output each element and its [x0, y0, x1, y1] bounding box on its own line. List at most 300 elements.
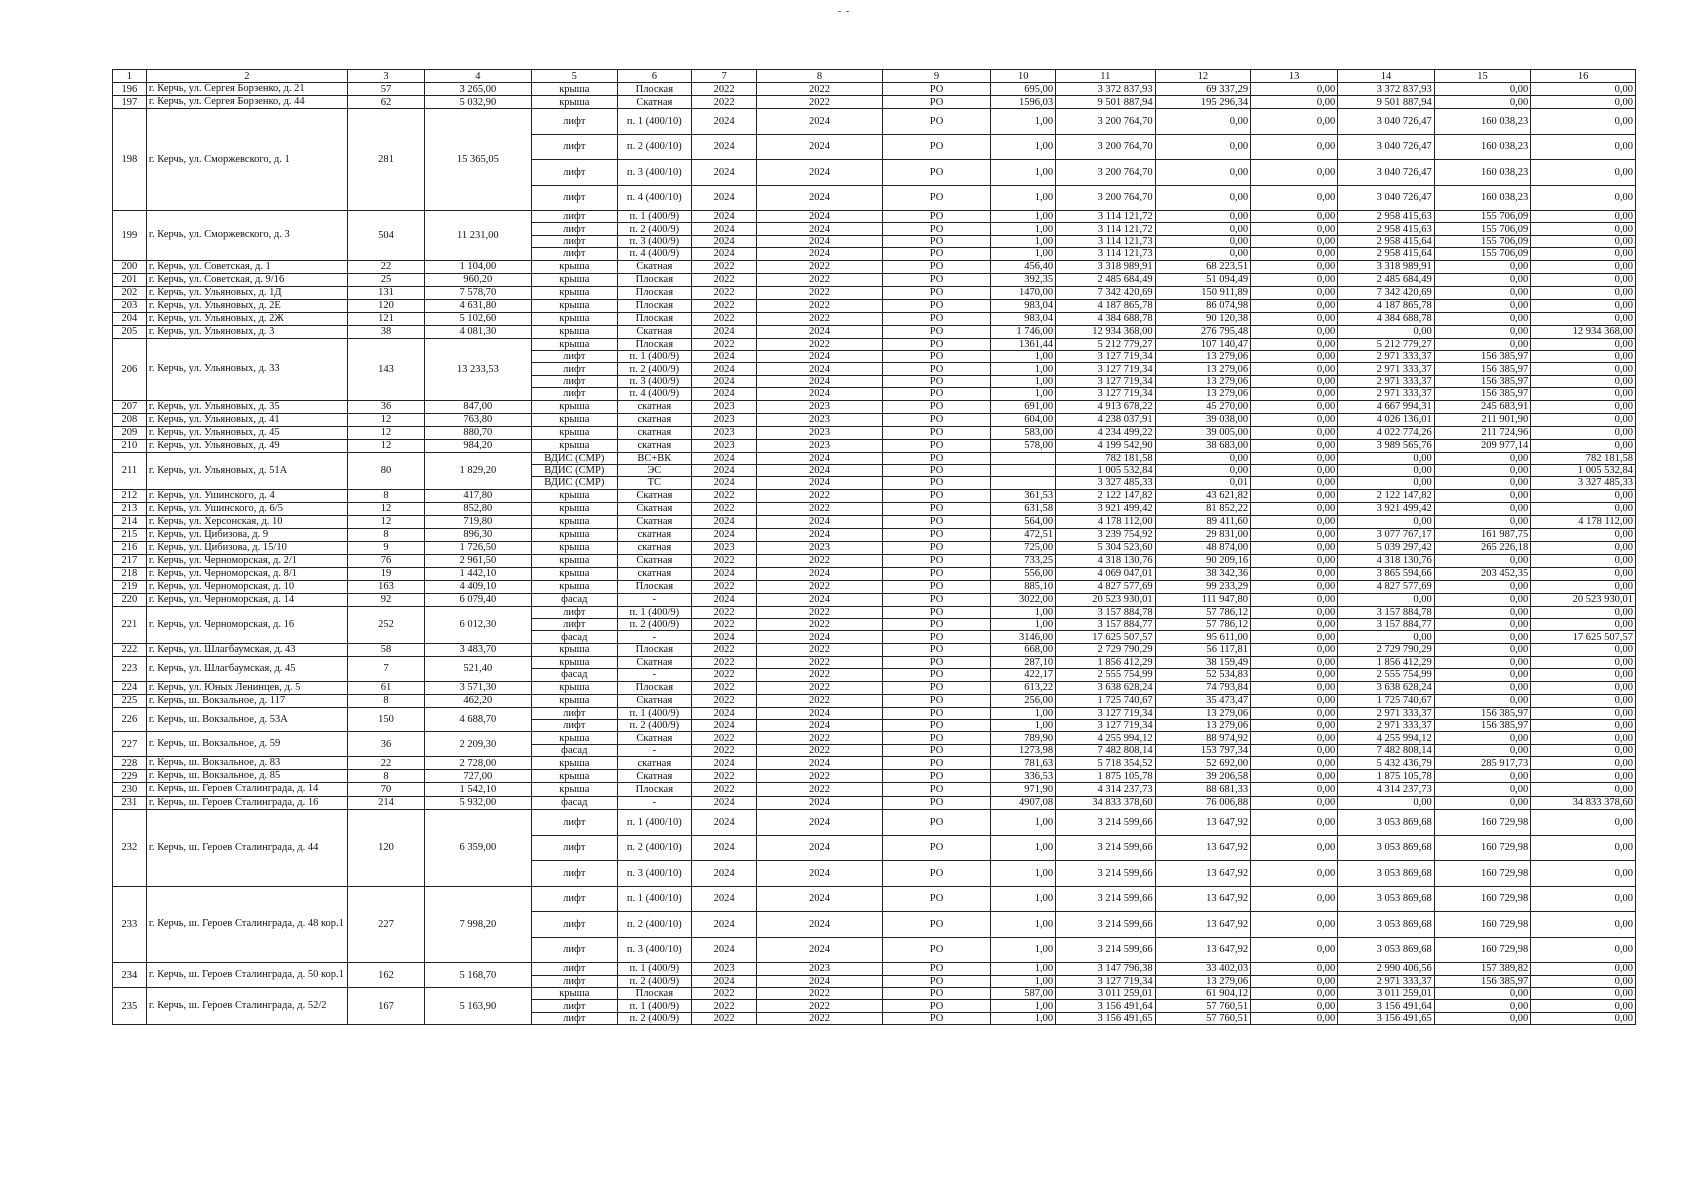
cell-fund-c: 160 038,23	[1434, 185, 1530, 211]
cell-year-end: 2022	[757, 681, 882, 694]
cell-apartments: 58	[348, 643, 425, 656]
cell-area: 847,00	[424, 400, 531, 413]
cell-apartments: 8	[348, 528, 425, 541]
table-row	[113, 325, 1636, 338]
cell-fund-a: 0,00	[1251, 235, 1338, 247]
cell-total-cost: 3 372 837,93	[1056, 83, 1156, 96]
cell-executor: РО	[882, 886, 991, 912]
cell-work-type: лифт	[531, 350, 617, 362]
cell-executor: РО	[882, 325, 991, 338]
cell-total-cost: 4 318 130,76	[1056, 554, 1156, 567]
cell-year-end: 2022	[757, 669, 882, 681]
cell-unit-cost: 99 233,29	[1155, 580, 1250, 593]
cell-apartments: 163	[348, 580, 425, 593]
cell-fund-d: 0,00	[1531, 489, 1636, 502]
cell-executor: РО	[882, 338, 991, 350]
cell-fund-d: 0,00	[1531, 975, 1636, 987]
cell-year-start: 2024	[691, 593, 757, 606]
cell-fund-c: 0,00	[1434, 452, 1530, 464]
cell-work-type: лифт	[531, 1000, 617, 1012]
cell-executor: РО	[882, 388, 991, 400]
cell-fund-b: 0,00	[1338, 796, 1434, 810]
cell-executor: РО	[882, 606, 991, 618]
cell-volume: 256,00	[991, 694, 1056, 707]
cell-area: 2 728,00	[424, 757, 531, 770]
cell-fund-b: 0,00	[1338, 325, 1434, 338]
table-row	[113, 707, 1636, 719]
cell-year-start: 2024	[691, 185, 757, 211]
col-header-5: 5	[531, 70, 617, 83]
cell-area: 2 209,30	[424, 732, 531, 757]
cell-unit-cost: 69 337,29	[1155, 83, 1250, 96]
cell-item-number: 218	[113, 567, 147, 580]
cell-year-end: 2024	[757, 160, 882, 186]
cell-fund-b: 4 022 774,26	[1338, 426, 1434, 439]
cell-work-detail: Плоская	[617, 312, 691, 325]
cell-work-type: лифт	[531, 109, 617, 135]
cell-fund-c: 161 987,75	[1434, 528, 1530, 541]
cell-work-type: крыша	[531, 400, 617, 413]
cell-year-start: 2024	[691, 223, 757, 235]
cell-work-detail: -	[617, 796, 691, 810]
table-row	[113, 338, 1636, 350]
cell-item-number: 214	[113, 515, 147, 528]
cell-address: г. Керчь, ш. Героев Сталинграда, д. 48 кор.1	[146, 886, 347, 963]
cell-area: 521,40	[424, 656, 531, 681]
cell-work-detail: п. 1 (400/9)	[617, 350, 691, 362]
table-row	[113, 796, 1636, 810]
cell-total-cost: 1 856 412,29	[1056, 656, 1156, 668]
cell-work-type: лифт	[531, 1012, 617, 1024]
cell-unit-cost: 90 209,16	[1155, 554, 1250, 567]
cell-volume: 1,00	[991, 223, 1056, 235]
cell-work-type: ВДИС (СМР)	[531, 452, 617, 464]
cell-item-number: 217	[113, 554, 147, 567]
cell-work-detail: Скатная	[617, 656, 691, 668]
cell-area: 852,80	[424, 502, 531, 515]
cell-year-end: 2022	[757, 783, 882, 797]
cell-fund-a: 0,00	[1251, 593, 1338, 606]
cell-year-end: 2024	[757, 912, 882, 938]
cell-work-detail: Скатная	[617, 260, 691, 273]
cell-unit-cost: 107 140,47	[1155, 338, 1250, 350]
cell-work-detail: п. 2 (400/9)	[617, 975, 691, 987]
cell-fund-b: 3 318 989,91	[1338, 260, 1434, 273]
cell-volume: 1,00	[991, 185, 1056, 211]
cell-fund-c: 0,00	[1434, 987, 1530, 999]
cell-item-number: 227	[113, 732, 147, 757]
cell-fund-b: 2 971 333,37	[1338, 363, 1434, 375]
cell-work-type: лифт	[531, 363, 617, 375]
cell-volume: 583,00	[991, 426, 1056, 439]
cell-work-type: лифт	[531, 810, 617, 836]
cell-apartments: 12	[348, 515, 425, 528]
cell-apartments: 143	[348, 338, 425, 400]
cell-year-start: 2024	[691, 631, 757, 643]
cell-year-start: 2023	[691, 426, 757, 439]
cell-unit-cost: 95 611,00	[1155, 631, 1250, 643]
cell-fund-d: 0,00	[1531, 656, 1636, 668]
cell-unit-cost: 86 074,98	[1155, 299, 1250, 312]
cell-unit-cost: 38 342,36	[1155, 567, 1250, 580]
cell-year-start: 2022	[691, 260, 757, 273]
cell-volume: 885,10	[991, 580, 1056, 593]
cell-apartments: 36	[348, 400, 425, 413]
cell-area: 727,00	[424, 770, 531, 783]
cell-executor: РО	[882, 707, 991, 719]
cell-fund-a: 0,00	[1251, 975, 1338, 987]
cell-unit-cost: 57 760,51	[1155, 1000, 1250, 1012]
cell-fund-c: 0,00	[1434, 286, 1530, 299]
table-row	[113, 299, 1636, 312]
cell-fund-b: 4 667 994,31	[1338, 400, 1434, 413]
cell-year-start: 2022	[691, 502, 757, 515]
cell-fund-b: 1 725 740,67	[1338, 694, 1434, 707]
cell-area: 4 409,10	[424, 580, 531, 593]
cell-work-type: крыша	[531, 96, 617, 109]
cell-year-start: 2022	[691, 643, 757, 656]
cell-item-number: 226	[113, 707, 147, 732]
cell-unit-cost: 13 279,06	[1155, 350, 1250, 362]
cell-work-detail: Скатная	[617, 770, 691, 783]
cell-fund-c: 160 729,98	[1434, 810, 1530, 836]
cell-item-number: 197	[113, 96, 147, 109]
cell-year-start: 2024	[691, 757, 757, 770]
table-row	[113, 783, 1636, 797]
cell-address: г. Керчь, ул. Ульяновых, д. 49	[146, 439, 347, 452]
cell-fund-b: 0,00	[1338, 477, 1434, 489]
cell-area: 3 571,30	[424, 681, 531, 694]
cell-volume: 725,00	[991, 541, 1056, 554]
cell-fund-a: 0,00	[1251, 835, 1338, 861]
cell-year-start: 2022	[691, 96, 757, 109]
cell-address: г. Керчь, ш. Вокзальное, д. 85	[146, 770, 347, 783]
cell-fund-b: 4 318 130,76	[1338, 554, 1434, 567]
cell-area: 984,20	[424, 439, 531, 452]
cell-executor: РО	[882, 1012, 991, 1024]
col-header-14: 14	[1338, 70, 1434, 83]
cell-volume	[991, 464, 1056, 476]
cell-year-start: 2022	[691, 273, 757, 286]
cell-item-number: 205	[113, 325, 147, 338]
cell-work-detail: п. 2 (400/9)	[617, 1012, 691, 1024]
cell-fund-d: 0,00	[1531, 338, 1636, 350]
cell-fund-b: 3 156 491,65	[1338, 1012, 1434, 1024]
cell-item-number: 234	[113, 963, 147, 988]
cell-address: г. Керчь, ул. Ульяновых, д. 35	[146, 400, 347, 413]
cell-fund-b: 3 011 259,01	[1338, 987, 1434, 999]
cell-fund-c: 203 452,35	[1434, 567, 1530, 580]
cell-area: 3 483,70	[424, 643, 531, 656]
cell-unit-cost: 0,00	[1155, 109, 1250, 135]
col-header-6: 6	[617, 70, 691, 83]
cell-area: 6 079,40	[424, 593, 531, 606]
cell-total-cost: 3 200 764,70	[1056, 185, 1156, 211]
cell-unit-cost: 0,00	[1155, 248, 1250, 260]
cell-fund-d: 0,00	[1531, 185, 1636, 211]
cell-volume: 1361,44	[991, 338, 1056, 350]
cell-executor: РО	[882, 963, 991, 975]
cell-fund-a: 0,00	[1251, 375, 1338, 387]
cell-total-cost: 3 214 599,66	[1056, 886, 1156, 912]
column-number-row	[113, 70, 1636, 83]
cell-address: г. Керчь, ш. Героев Сталинграда, д. 16	[146, 796, 347, 810]
cell-work-detail: скатная	[617, 426, 691, 439]
cell-executor: РО	[882, 375, 991, 387]
cell-apartments: 12	[348, 426, 425, 439]
cell-apartments: 120	[348, 810, 425, 887]
cell-fund-b: 5 039 297,42	[1338, 541, 1434, 554]
cell-unit-cost: 57 786,12	[1155, 619, 1250, 631]
cell-volume: 3146,00	[991, 631, 1056, 643]
table-row	[113, 426, 1636, 439]
cell-year-start: 2024	[691, 477, 757, 489]
col-header-11: 11	[1056, 70, 1156, 83]
cell-apartments: 25	[348, 273, 425, 286]
cell-work-type: крыша	[531, 338, 617, 350]
cell-volume: 1,00	[991, 1000, 1056, 1012]
cell-fund-a: 0,00	[1251, 452, 1338, 464]
cell-work-type: крыша	[531, 312, 617, 325]
cell-fund-d: 0,00	[1531, 235, 1636, 247]
cell-work-detail: Скатная	[617, 325, 691, 338]
cell-unit-cost: 0,00	[1155, 185, 1250, 211]
table-row	[113, 489, 1636, 502]
cell-volume: 789,90	[991, 732, 1056, 744]
cell-fund-d: 0,00	[1531, 286, 1636, 299]
cell-year-end: 2023	[757, 400, 882, 413]
cell-area: 5 163,90	[424, 987, 531, 1024]
cell-area: 417,80	[424, 489, 531, 502]
cell-apartments: 12	[348, 413, 425, 426]
cell-work-detail: п. 1 (400/10)	[617, 886, 691, 912]
col-header-16: 16	[1531, 70, 1636, 83]
cell-item-number: 200	[113, 260, 147, 273]
cell-address: г. Керчь, ул. Ушинского, д. 6/5	[146, 502, 347, 515]
cell-work-type: лифт	[531, 248, 617, 260]
cell-fund-a: 0,00	[1251, 783, 1338, 797]
cell-work-type: крыша	[531, 286, 617, 299]
cell-fund-c: 160 729,98	[1434, 886, 1530, 912]
cell-item-number: 235	[113, 987, 147, 1024]
cell-item-number: 215	[113, 528, 147, 541]
cell-volume: 1,00	[991, 720, 1056, 732]
cell-year-start: 2024	[691, 363, 757, 375]
cell-executor: РО	[882, 134, 991, 160]
cell-work-type: крыша	[531, 567, 617, 580]
cell-work-detail: -	[617, 593, 691, 606]
cell-unit-cost: 0,00	[1155, 223, 1250, 235]
cell-volume: 1273,98	[991, 744, 1056, 756]
cell-address: г. Керчь, ул. Черноморская, д. 16	[146, 606, 347, 643]
cell-unit-cost: 76 006,88	[1155, 796, 1250, 810]
cell-address: г. Керчь, ул. Сморжевского, д. 1	[146, 109, 347, 211]
cell-executor: РО	[882, 810, 991, 836]
cell-executor: РО	[882, 426, 991, 439]
cell-volume: 1,00	[991, 134, 1056, 160]
cell-year-end: 2024	[757, 707, 882, 719]
cell-unit-cost: 56 117,81	[1155, 643, 1250, 656]
cell-executor: РО	[882, 669, 991, 681]
cell-item-number: 220	[113, 593, 147, 606]
col-header-2: 2	[146, 70, 347, 83]
cell-fund-a: 0,00	[1251, 681, 1338, 694]
cell-executor: РО	[882, 160, 991, 186]
cell-area: 13 233,53	[424, 338, 531, 400]
cell-year-end: 2023	[757, 963, 882, 975]
cell-total-cost: 4 913 678,22	[1056, 400, 1156, 413]
cell-address: г. Керчь, ш. Вокзальное, д. 59	[146, 732, 347, 757]
cell-year-end: 2022	[757, 554, 882, 567]
cell-area: 5 168,70	[424, 963, 531, 988]
cell-work-detail: п. 3 (400/10)	[617, 160, 691, 186]
cell-item-number: 204	[113, 312, 147, 325]
cell-fund-a: 0,00	[1251, 720, 1338, 732]
cell-address: г. Керчь, ул. Ульяновых, д. 3	[146, 325, 347, 338]
cell-fund-a: 0,00	[1251, 886, 1338, 912]
cell-year-end: 2022	[757, 606, 882, 618]
capital-repair-table	[112, 69, 1636, 1025]
cell-fund-c: 0,00	[1434, 312, 1530, 325]
cell-year-end: 2022	[757, 987, 882, 999]
cell-fund-a: 0,00	[1251, 528, 1338, 541]
cell-fund-d: 0,00	[1531, 350, 1636, 362]
cell-fund-d: 0,00	[1531, 835, 1636, 861]
cell-area: 6 359,00	[424, 810, 531, 887]
cell-year-start: 2024	[691, 388, 757, 400]
cell-area: 2 961,50	[424, 554, 531, 567]
cell-executor: РО	[882, 363, 991, 375]
cell-fund-c: 0,00	[1434, 619, 1530, 631]
cell-total-cost: 3 638 628,24	[1056, 681, 1156, 694]
cell-year-start: 2022	[691, 606, 757, 618]
cell-total-cost: 17 625 507,57	[1056, 631, 1156, 643]
cell-fund-c: 0,00	[1434, 681, 1530, 694]
cell-fund-b: 3 040 726,47	[1338, 109, 1434, 135]
cell-fund-b: 3 040 726,47	[1338, 134, 1434, 160]
cell-volume: 1470,00	[991, 286, 1056, 299]
cell-volume: 422,17	[991, 669, 1056, 681]
cell-fund-d: 0,00	[1531, 413, 1636, 426]
cell-work-detail: Плоская	[617, 286, 691, 299]
table-row	[113, 732, 1636, 744]
cell-fund-b: 3 638 628,24	[1338, 681, 1434, 694]
cell-unit-cost: 150 911,89	[1155, 286, 1250, 299]
cell-volume: 564,00	[991, 515, 1056, 528]
cell-area: 4 688,70	[424, 707, 531, 732]
cell-unit-cost: 13 279,06	[1155, 375, 1250, 387]
cell-total-cost: 20 523 930,01	[1056, 593, 1156, 606]
cell-work-type: крыша	[531, 554, 617, 567]
cell-fund-b: 9 501 887,94	[1338, 96, 1434, 109]
cell-year-end: 2022	[757, 83, 882, 96]
cell-fund-b: 2 971 333,37	[1338, 350, 1434, 362]
cell-work-type: крыша	[531, 515, 617, 528]
cell-year-start: 2022	[691, 1000, 757, 1012]
cell-volume: 1,00	[991, 606, 1056, 618]
cell-total-cost: 3 114 121,73	[1056, 235, 1156, 247]
cell-total-cost: 3 127 719,34	[1056, 350, 1156, 362]
cell-executor: РО	[882, 528, 991, 541]
cell-executor: РО	[882, 720, 991, 732]
cell-unit-cost: 51 094,49	[1155, 273, 1250, 286]
cell-year-start: 2024	[691, 886, 757, 912]
cell-year-end: 2024	[757, 810, 882, 836]
cell-year-start: 2024	[691, 835, 757, 861]
cell-fund-b: 2 555 754,99	[1338, 669, 1434, 681]
table-row	[113, 963, 1636, 975]
cell-volume: 472,51	[991, 528, 1056, 541]
cell-volume: 695,00	[991, 83, 1056, 96]
cell-year-start: 2022	[691, 338, 757, 350]
cell-year-end: 2024	[757, 975, 882, 987]
cell-fund-a: 0,00	[1251, 912, 1338, 938]
cell-work-type: крыша	[531, 770, 617, 783]
cell-fund-a: 0,00	[1251, 580, 1338, 593]
cell-fund-d: 0,00	[1531, 567, 1636, 580]
cell-work-type: крыша	[531, 439, 617, 452]
cell-fund-d: 0,00	[1531, 861, 1636, 887]
cell-executor: РО	[882, 235, 991, 247]
cell-fund-c: 0,00	[1434, 580, 1530, 593]
cell-year-end: 2022	[757, 580, 882, 593]
cell-fund-c: 156 385,97	[1434, 707, 1530, 719]
cell-fund-b: 2 971 333,37	[1338, 975, 1434, 987]
cell-year-start: 2022	[691, 694, 757, 707]
cell-year-start: 2022	[691, 299, 757, 312]
cell-year-end: 2024	[757, 223, 882, 235]
cell-work-type: крыша	[531, 783, 617, 797]
cell-unit-cost: 48 874,00	[1155, 541, 1250, 554]
cell-apartments: 162	[348, 963, 425, 988]
cell-work-type: лифт	[531, 223, 617, 235]
cell-work-detail: Скатная	[617, 96, 691, 109]
cell-executor: РО	[882, 96, 991, 109]
cell-fund-a: 0,00	[1251, 426, 1338, 439]
cell-executor: РО	[882, 312, 991, 325]
cell-unit-cost: 13 647,92	[1155, 886, 1250, 912]
cell-year-end: 2024	[757, 631, 882, 643]
cell-volume: 1,00	[991, 937, 1056, 963]
cell-address: г. Керчь, ш. Героев Сталинграда, д. 52/2	[146, 987, 347, 1024]
cell-year-start: 2024	[691, 452, 757, 464]
cell-executor: РО	[882, 580, 991, 593]
cell-fund-d: 0,00	[1531, 886, 1636, 912]
cell-fund-b: 3 053 869,68	[1338, 886, 1434, 912]
cell-year-start: 2022	[691, 669, 757, 681]
cell-fund-d: 782 181,58	[1531, 452, 1636, 464]
cell-area: 5 932,00	[424, 796, 531, 810]
cell-executor: РО	[882, 631, 991, 643]
cell-executor: РО	[882, 350, 991, 362]
cell-fund-b: 2 122 147,82	[1338, 489, 1434, 502]
cell-work-detail: -	[617, 669, 691, 681]
cell-unit-cost: 13 279,06	[1155, 363, 1250, 375]
col-header-7: 7	[691, 70, 757, 83]
cell-year-start: 2022	[691, 770, 757, 783]
cell-unit-cost: 38 683,00	[1155, 439, 1250, 452]
cell-work-type: крыша	[531, 273, 617, 286]
cell-fund-a: 0,00	[1251, 477, 1338, 489]
cell-executor: РО	[882, 452, 991, 464]
cell-fund-d: 0,00	[1531, 987, 1636, 999]
cell-volume: 1,00	[991, 363, 1056, 375]
cell-year-start: 2023	[691, 413, 757, 426]
cell-fund-a: 0,00	[1251, 248, 1338, 260]
cell-fund-b: 4 187 865,78	[1338, 299, 1434, 312]
cell-executor: РО	[882, 185, 991, 211]
cell-item-number: 225	[113, 694, 147, 707]
